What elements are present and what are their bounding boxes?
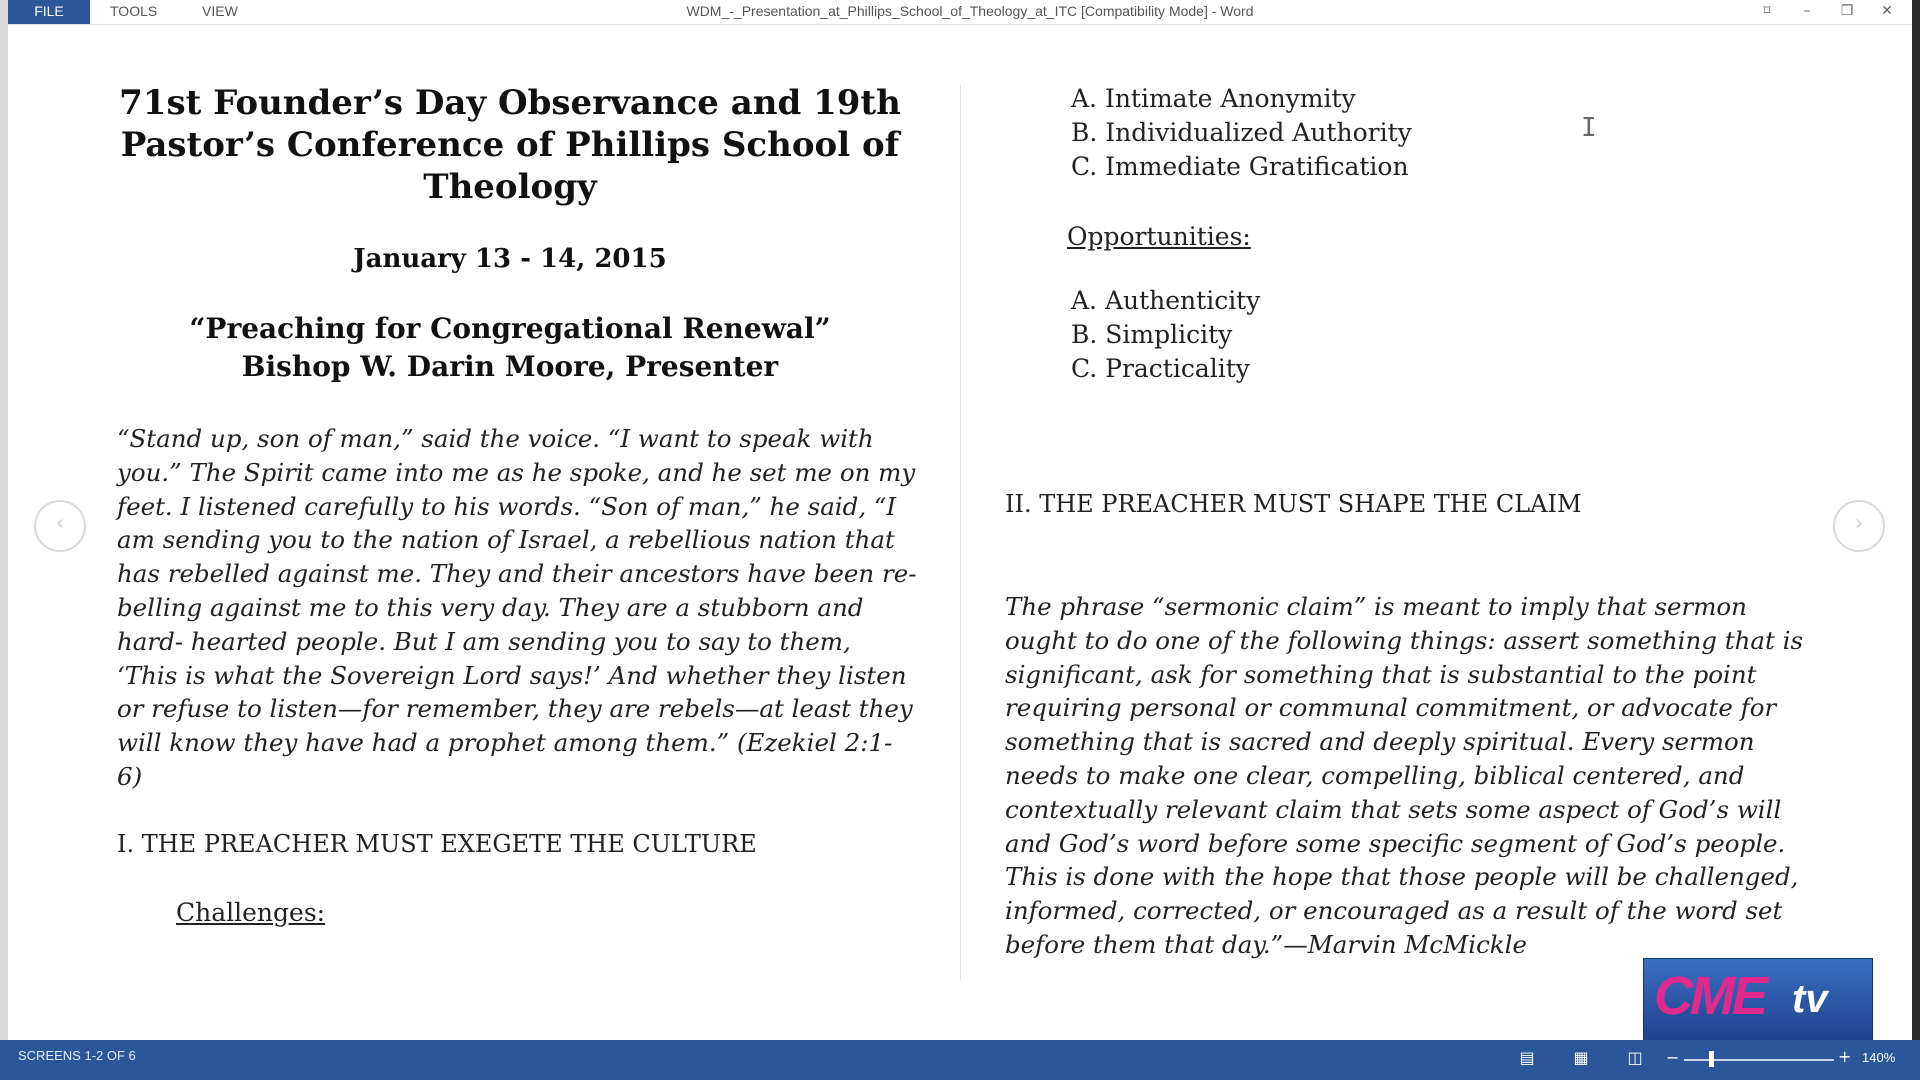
text-cursor-icon: I (1581, 113, 1597, 143)
document-date: January 13 - 14, 2015 (353, 244, 667, 274)
subtitle-line-2: Bishop W. Darin Moore, Presenter (241, 350, 779, 383)
status-bar (0, 1040, 1920, 1080)
list-item: C. Practicality (1071, 354, 1250, 383)
close-icon[interactable]: ✕ (1881, 3, 1893, 19)
window-left-edge (0, 0, 8, 1080)
previous-screen-button[interactable]: ‹ (34, 500, 86, 552)
list-item: A. Intimate Anonymity (1071, 84, 1356, 113)
list-item: B. Individualized Authority (1071, 118, 1412, 147)
read-mode-icon[interactable]: ▤ (1519, 1048, 1535, 1067)
zoom-in-button[interactable]: + (1838, 1047, 1852, 1066)
zoom-out-button[interactable]: − (1666, 1048, 1680, 1067)
title-bar (0, 0, 1920, 25)
menu-tools[interactable]: TOOLS (110, 3, 158, 19)
print-layout-icon[interactable]: ▦ (1573, 1048, 1589, 1067)
menu-view[interactable]: VIEW (202, 3, 238, 19)
list-item: C. Immediate Gratification (1071, 152, 1409, 181)
list-item: A. Authenticity (1071, 286, 1261, 315)
list-item: B. Simplicity (1071, 320, 1233, 349)
cme-tv-logo (1643, 958, 1873, 1046)
logo-suffix: tv (1792, 977, 1828, 1021)
left-page (110, 82, 917, 927)
column-divider (960, 85, 961, 980)
maximize-icon[interactable]: ❐ (1840, 3, 1854, 19)
section-heading-one: I. THE PREACHER MUST EXEGETE THE CULTURE (117, 830, 757, 858)
zoom-slider[interactable] (1684, 1059, 1834, 1061)
window-title: WDM_-_Presentation_at_Phillips_School_of_Theology_at_ITC [Compatibility Mode] - Word (686, 3, 1254, 19)
document-subtitle (110, 310, 910, 386)
zoom-level[interactable]: 140% (1862, 1050, 1896, 1065)
document-title: 71st Founder’s Day Observance and 19th Pastor’s Conference of Phillips School of Theology (119, 83, 901, 207)
window-right-edge (1912, 0, 1920, 1080)
screen-count: SCREENS 1-2 OF 6 (18, 1048, 136, 1063)
zoom-slider-thumb[interactable] (1709, 1051, 1714, 1067)
section-heading-two: II. THE PREACHER MUST SHAPE THE CLAIM (1005, 490, 1582, 518)
sermonic-claim-quote: The phrase “sermonic claim” is meant to imply that sermon ought to do one of the following things: assert something that is significant, ask for something that is substantial to the point requiring personal or communal commitment, or advocate for something that is sacred and deeply spiritual. Every sermon needs to make one clear, compelling, biblical centered, and contextually relevant claim that sets some aspect of God’s will and God’s word before some specific segment of God’s people. This is done with the hope that those people will be challenged, informed, corrected, or encouraged as a result of the word set before them that day.”—Marvin McMickle (1005, 592, 1804, 959)
challenges-list (1071, 82, 1412, 184)
challenges-label: Challenges: (176, 898, 326, 927)
scripture-quote: “Stand up, son of man,” said the voice. “I want to speak with you.” The Spirit came into me as he spoke, and he set me on my feet. I listened carefully to his words. “Son of man,” he said, “I am sending you to the nation of Israel, a rebellious nation that has rebelled against me. They and their ancestors have been re-belling against me to this very day. They are a stubborn and hard- hearted people. But I am sending you to say to them, ‘This is what the Sovereign Lord says!’ And whether they listen or refuse to listen—for remember, they are rebels—at least they will know they have had a prophet among them.” (Ezekiel 2:1-6) (117, 424, 917, 791)
menu-file[interactable]: FILE (8, 0, 90, 24)
subtitle-line-1: “Preaching for Congregational Renewal” (189, 312, 831, 345)
restore-view-icon[interactable]: ⌑ (1763, 3, 1771, 19)
opportunities-list (1071, 284, 1260, 386)
web-layout-icon[interactable]: ◫ (1627, 1048, 1643, 1067)
logo-text: CME (1654, 966, 1765, 1026)
opportunities-label: Opportunities: (1067, 222, 1251, 251)
next-screen-button[interactable]: › (1833, 500, 1885, 552)
minimize-icon[interactable]: – (1803, 3, 1811, 19)
